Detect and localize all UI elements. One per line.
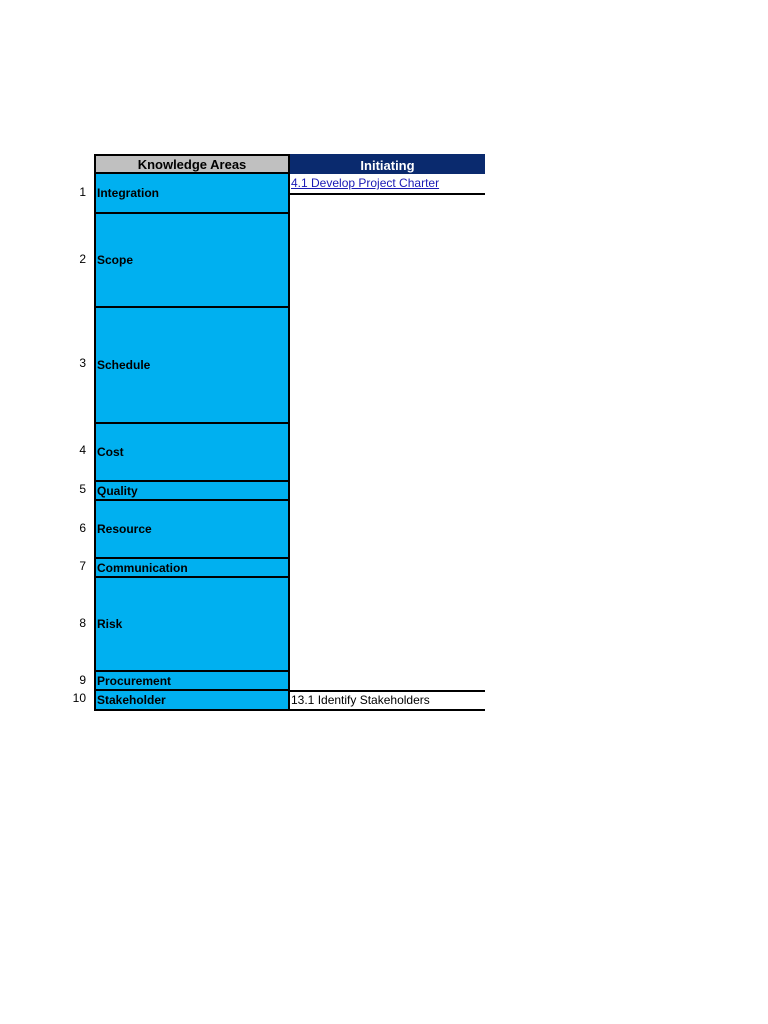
process-develop-project-charter-link[interactable]: 4.1 Develop Project Charter: [290, 175, 485, 195]
row-number: 2: [79, 252, 86, 266]
knowledge-area-quality: Quality: [94, 482, 290, 501]
knowledge-area-scope: Scope: [94, 214, 290, 308]
knowledge-area-cost: Cost: [94, 424, 290, 482]
row-number: 7: [79, 559, 86, 573]
knowledge-area-communication: Communication: [94, 559, 290, 578]
process-identify-stakeholders: 13.1 Identify Stakeholders: [290, 690, 485, 711]
knowledge-area-resource: Resource: [94, 501, 290, 559]
row-number: 6: [79, 521, 86, 535]
knowledge-area-procurement: Procurement: [94, 672, 290, 691]
row-number: 3: [79, 356, 86, 370]
row-number: 4: [79, 443, 86, 457]
header-initiating: Initiating: [290, 154, 485, 174]
row-number: 1: [79, 185, 86, 199]
knowledge-area-stakeholder: Stakeholder: [94, 691, 290, 711]
knowledge-area-schedule: Schedule: [94, 308, 290, 424]
row-number: 5: [79, 482, 86, 496]
row-number: 10: [72, 691, 86, 705]
knowledge-area-integration: Integration: [94, 174, 290, 214]
header-knowledge-areas: Knowledge Areas: [94, 154, 290, 174]
row-number: 9: [79, 673, 86, 687]
knowledge-area-risk: Risk: [94, 578, 290, 672]
row-number: 8: [79, 616, 86, 630]
